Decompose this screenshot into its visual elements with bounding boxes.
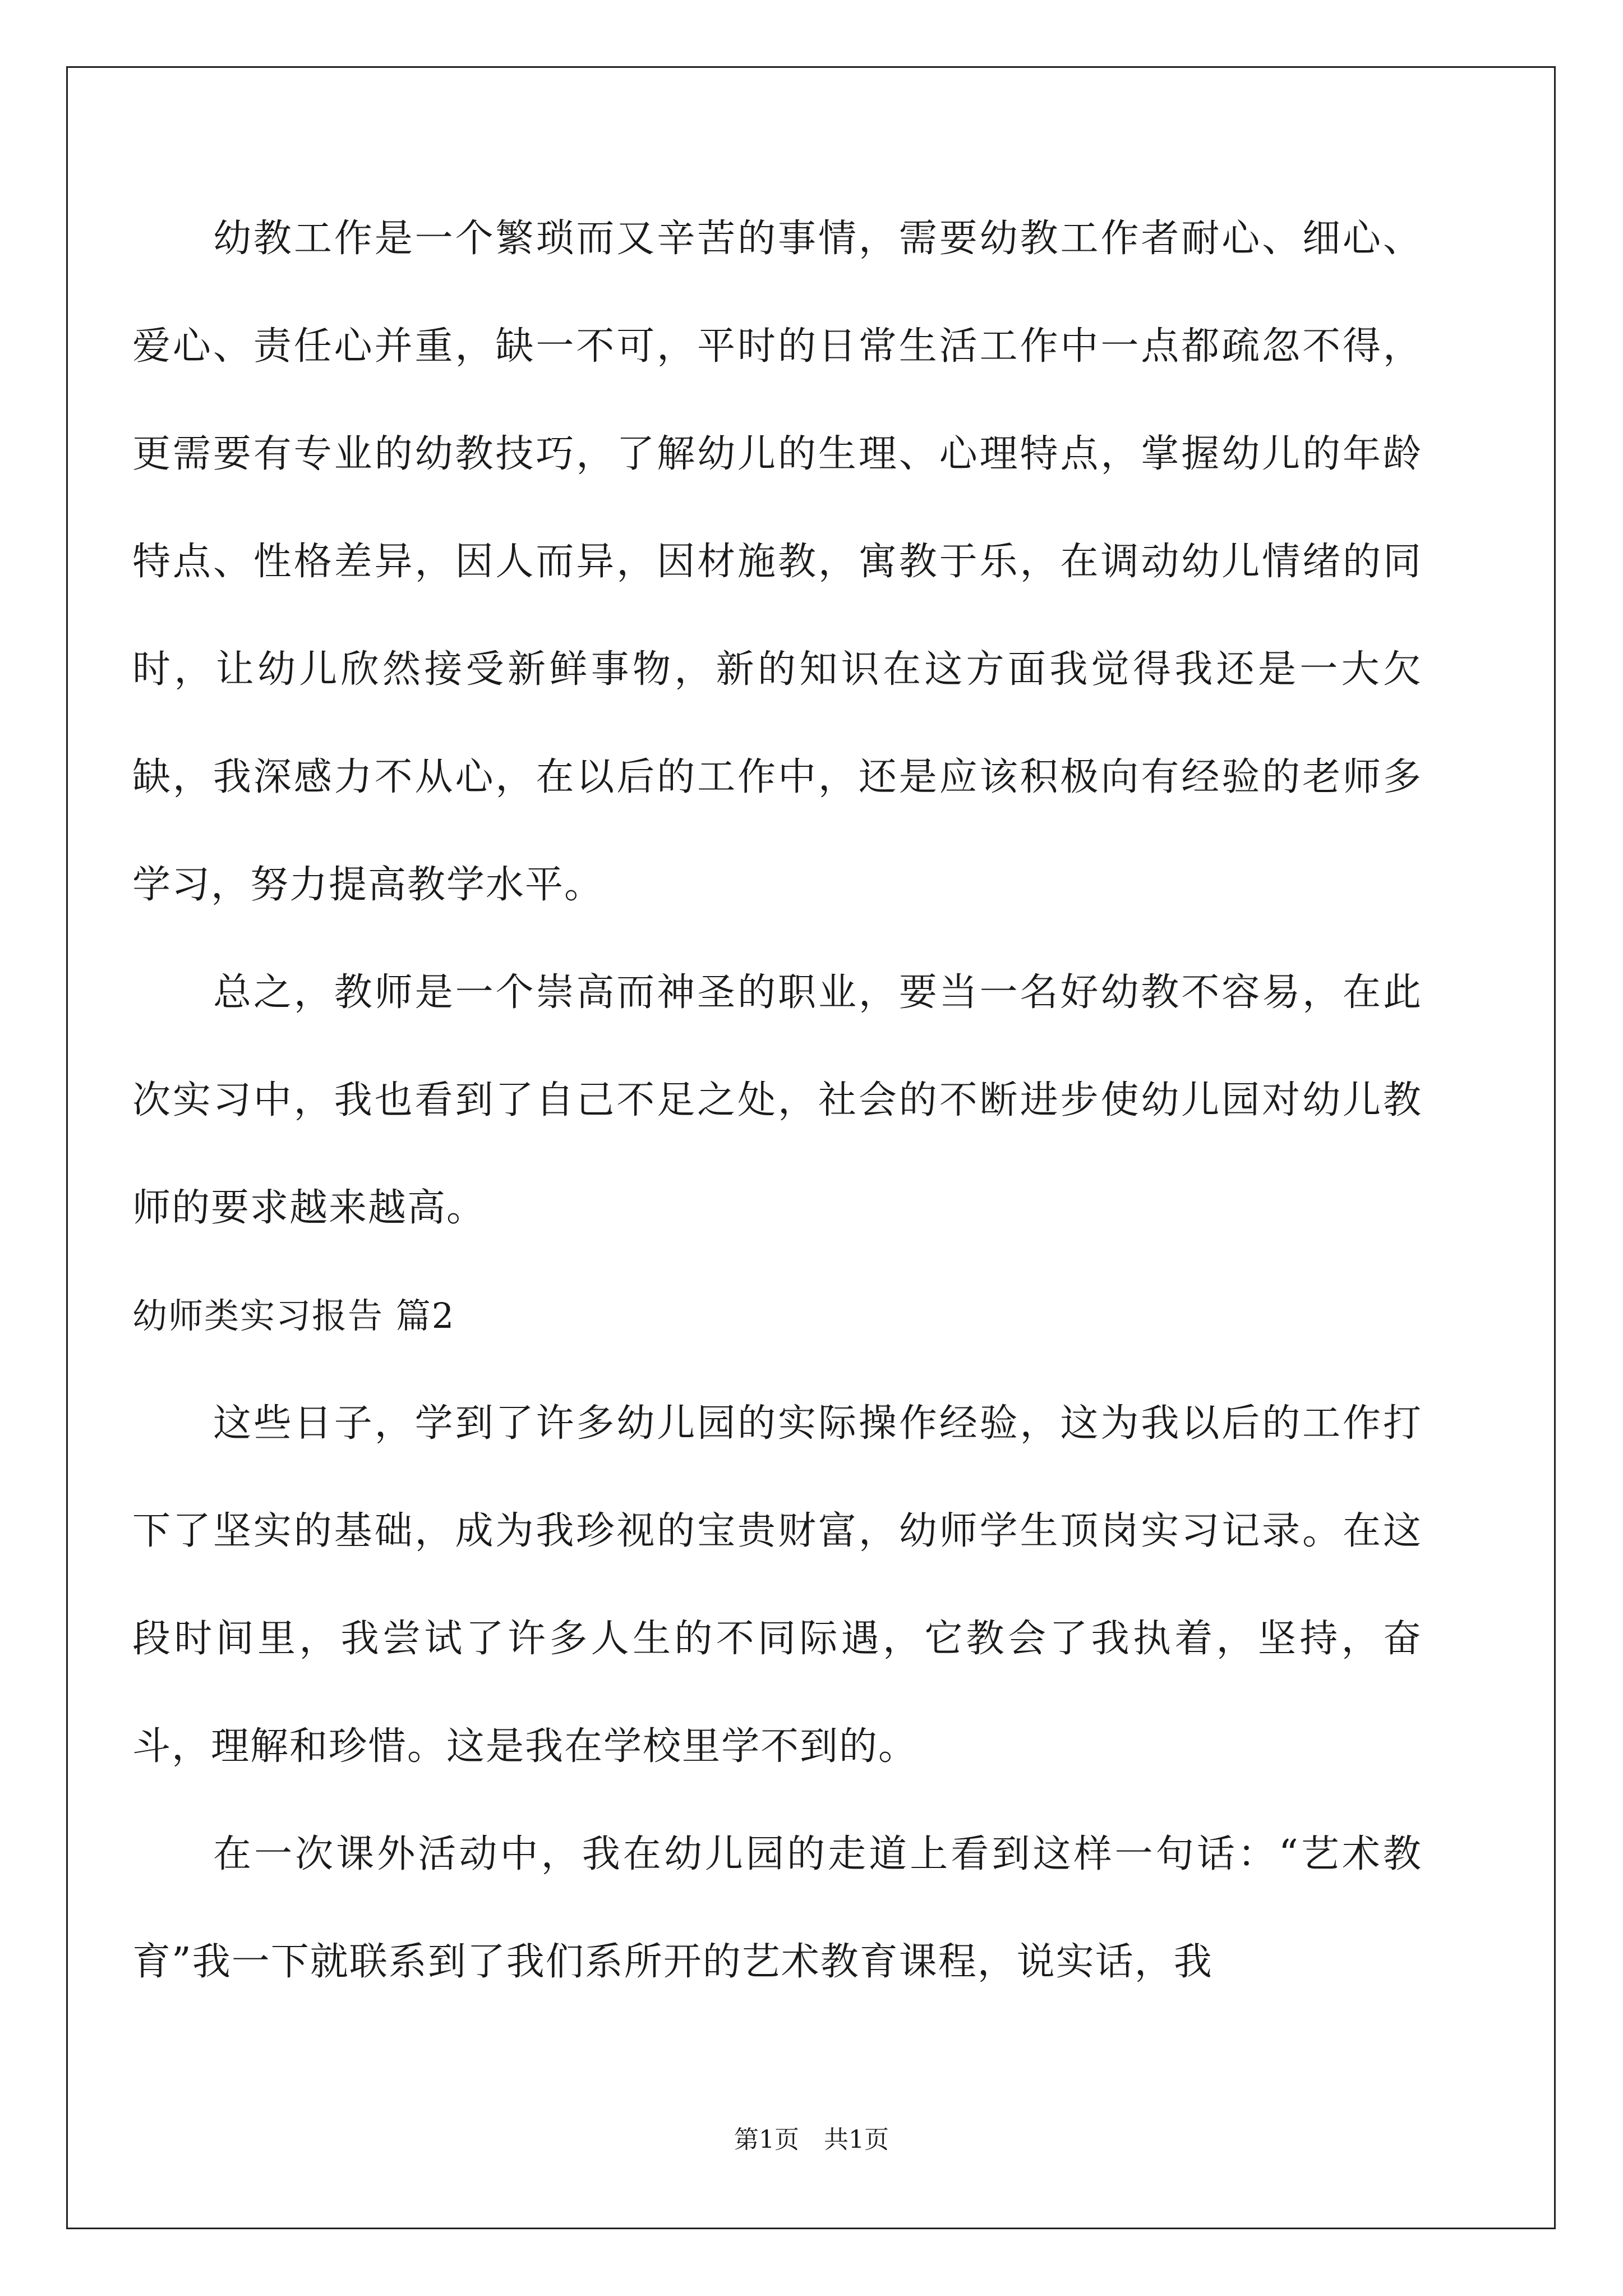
page-footer: 第1页 共1页 <box>734 2125 889 2154</box>
paragraph-3: 这些日子，学到了许多幼儿园的实际操作经验，这为我以后的工作打下了坚实的基础，成为我珍视的宝贵财富，幼师学生顶岗实习记录。在这段时间里，我尝试了许多人生的不同际遇，它教会了我执着，坚持，奋斗，理解和珍惜。这是我在学校里学不到的。 <box>132 1401 1422 1769</box>
section-heading: 幼师类实习报告 篇2 <box>132 1295 455 1336</box>
paragraph-4: 在一次课外活动中，我在幼儿园的走道上看到这样一句话：“艺术教育”我一下就联系到了我们系所开的艺术教育课程，说实话，我 <box>132 1832 1422 1984</box>
paragraph-1: 幼教工作是一个繁琐而又辛苦的事情，需要幼教工作者耐心、细心、爱心、责任心并重，缺一不可，平时的日常生活工作中一点都疏忽不得，更需要有专业的幼教技巧，了解幼儿的生理、心理特点，掌握幼儿的年龄特点、性格差异，因人而异，因材施教，寓教于乐，在调动幼儿情绪的同时，让幼儿欣然接受新鲜事物，新的知识在这方面我觉得我还是一大欠缺，我深感力不从心，在以后的工作中，还是应该积极向有经验的老师多学习，努力提高教学水平。 <box>132 217 1422 907</box>
paragraph-2: 总之，教师是一个崇高而神圣的职业，要当一名好幼教不容易，在此次实习中，我也看到了自己不足之处，社会的不断进步使幼儿园对幼儿教师的要求越来越高。 <box>132 970 1422 1230</box>
document-body <box>132 185 1422 2016</box>
